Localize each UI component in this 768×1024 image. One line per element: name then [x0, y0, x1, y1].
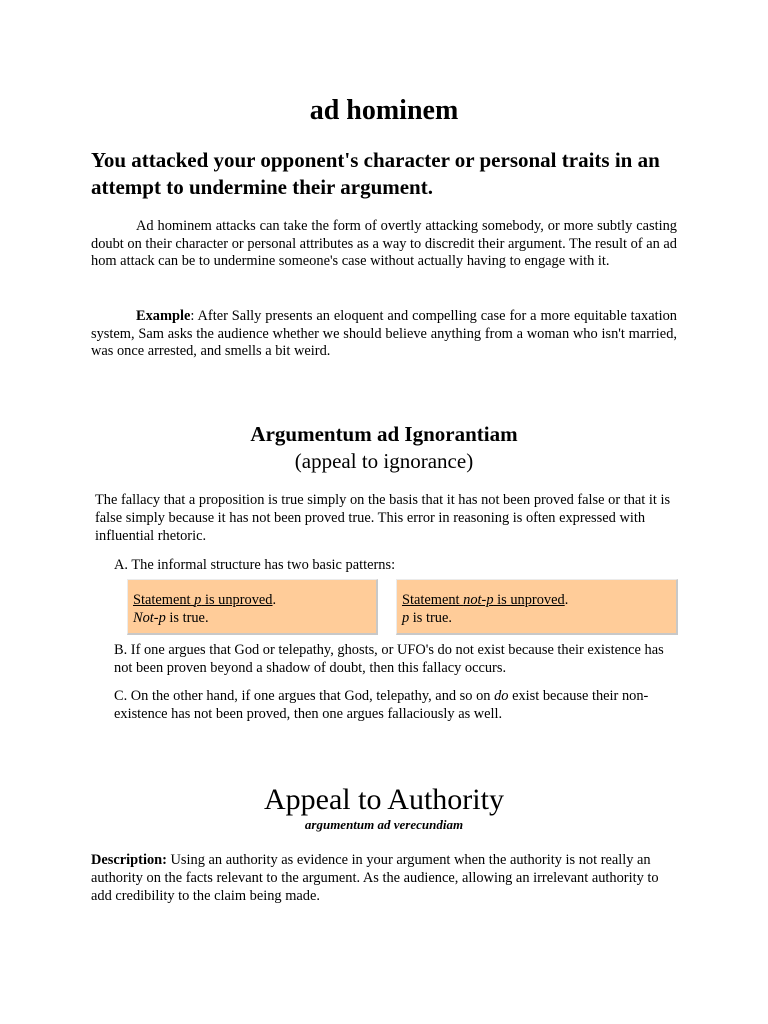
pattern-1-line-1: Statement p is unproved. [133, 592, 277, 608]
pattern-box-2 [396, 579, 678, 635]
pattern-box-1 [127, 579, 378, 635]
ignorantiam-point-b: B. If one argues that God or telepathy, ghosts, or UFO's do not exist because their existence has not been proven beyond a shadow of doubt, then this fallacy occurs. [114, 642, 664, 676]
authority-description [91, 851, 681, 905]
pattern-1-line-2: Not-p is true. [133, 610, 209, 626]
pattern-2-line-1: Statement not-p is unproved. [402, 592, 569, 608]
pattern-2-line-2: p is true. [402, 610, 452, 626]
authority-subtitle: argumentum ad verecundiam [304, 817, 464, 832]
authority-title: Appeal to Authority [264, 783, 504, 816]
description-text: Using an authority as evidence in your argument when the authority is not really an authority on the facts relevant to the argument. As the audience, allowing an irrelevant authority to add credibility to the claim being made. [91, 852, 659, 904]
ignorantiam-body: The fallacy that a proposition is true simply on the basis that it has not been proved false or that it is false simply because it has not been proved true. This error in reasoning is often expressed with influential rhetoric. [95, 492, 671, 544]
example-label: Example [136, 308, 191, 324]
description-label: Description: [91, 852, 167, 868]
ad-hominem-example [91, 308, 677, 361]
ignorantiam-subtitle: (appeal to ignorance) [294, 449, 474, 473]
ignorantiam-point-a: A. The informal structure has two basic patterns: [114, 557, 396, 573]
ignorantiam-point-c: C. On the other hand, if one argues that God, telepathy, and so on do exist because their non-existence has not been proved, then one argues fallaciously as well. [114, 688, 649, 722]
ad-hominem-subtitle: You attacked your opponent's character or personal traits in an attempt to undermine their argument. [91, 148, 660, 199]
ad-hominem-title: ad hominem [309, 95, 459, 126]
ad-hominem-body: Ad hominem attacks can take the form of overtly attacking somebody, or more subtly casting doubt on their character or personal attributes as a way to discredit their argument. The result of an ad hom attack can be to undermine someone's case without actually having to engage with it. [91, 218, 677, 269]
ignorantiam-title: Argumentum ad Ignorantiam [250, 422, 518, 446]
example-text: : After Sally presents an eloquent and compelling case for a more equitable taxation system, Sam asks the audience whether we should believe anything from a woman who isn't married, was once arrested, and smells a bit weird. [91, 308, 677, 359]
